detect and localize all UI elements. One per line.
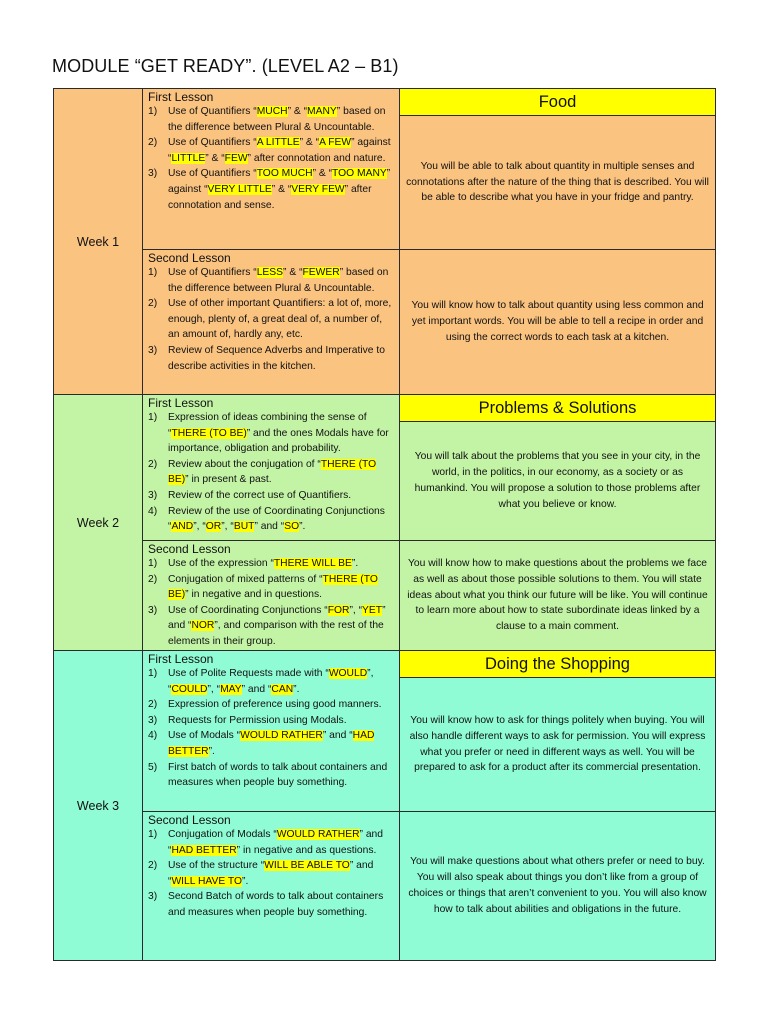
- highlighted-keyword: MUCH: [256, 106, 288, 117]
- highlighted-keyword: VERY LITTLE: [207, 183, 272, 195]
- highlighted-keyword: BUT: [233, 521, 255, 533]
- item-text: Use of Quantifiers “MUCH” & “MANY” based on the difference between Plural & Uncountable.: [168, 106, 386, 133]
- topic-heading: Food: [400, 89, 716, 116]
- highlighted-keyword: YET: [362, 604, 383, 616]
- highlighted-keyword: HAD BETTER: [168, 730, 375, 757]
- item-text: Conjugation of mixed patterns of “THERE (TO BE)” in negative and in questions.: [168, 573, 378, 601]
- item-text: Use of the expression “THERE WILL BE”.: [168, 558, 359, 569]
- item-text: Use of the structure “WILL BE ABLE TO” and “WILL HAVE TO”.: [168, 860, 374, 887]
- lesson-row: [54, 541, 716, 651]
- lesson-description: You will know how to make questions about the problems we face as well as about those possible solutions to them. You will state ideas about what you think our future will be like. You will continue to learn more about how to state subordinate ideas linked by a clause to a main comment.: [407, 558, 708, 633]
- highlighted-keyword: WILL HAVE TO: [171, 875, 243, 887]
- lesson-description-cell: [400, 250, 716, 395]
- highlighted-keyword: TOO MANY: [332, 168, 387, 180]
- item-number: 1): [148, 558, 158, 569]
- lesson-item: [148, 135, 395, 166]
- item-text: Review of the use of Coordinating Conjunctions “AND”, “OR”, “BUT” and “SO”.: [168, 505, 385, 533]
- lesson-description: You will be able to talk about quantity in multiple senses and connotations after the nature of the thing that is described. You will be able to describe what you have in your fridge and pantry.: [406, 160, 709, 204]
- highlighted-keyword: HAD BETTER: [171, 844, 237, 856]
- lesson-title: First Lesson: [148, 652, 214, 666]
- item-text: Expression of ideas combining the sense of “THERE (TO BE)” and the ones Modals have for importance, obligation and probability.: [168, 412, 389, 455]
- highlighted-keyword: A FEW: [319, 137, 352, 149]
- lesson-title: Second Lesson: [148, 251, 231, 265]
- highlighted-keyword: FOR: [327, 604, 350, 616]
- highlighted-keyword: WOULD: [328, 668, 368, 679]
- lesson-item-list: [148, 104, 395, 213]
- highlighted-keyword: FEWER: [302, 267, 340, 278]
- item-number: 2): [148, 298, 158, 310]
- item-number: 2): [148, 699, 158, 711]
- highlighted-keyword: SO: [284, 521, 300, 533]
- item-text: Review of Sequence Adverbs and Imperative to describe activities in the kitchen.: [168, 344, 385, 372]
- item-number: 4): [148, 730, 158, 742]
- item-number: 3): [148, 344, 158, 356]
- lesson-row: [54, 250, 716, 395]
- highlighted-keyword: THERE (TO BE): [168, 458, 377, 486]
- topic-heading: Problems & Solutions: [400, 395, 716, 422]
- highlighted-keyword: NOR: [191, 620, 215, 632]
- item-text: Review about the conjugation of “THERE (TO BE)” in present & past.: [168, 458, 377, 486]
- item-number: 1): [148, 668, 158, 679]
- lesson-item-list: [148, 410, 395, 535]
- lesson-title: First Lesson: [148, 90, 214, 104]
- item-number: 3): [148, 891, 158, 903]
- lesson-cell: [143, 89, 400, 250]
- lesson-item-list: [148, 666, 395, 791]
- lesson-item: [148, 666, 395, 697]
- item-number: 3): [148, 714, 158, 726]
- document-title: MODULE “GET READY”. (LEVEL A2 – B1): [52, 56, 399, 76]
- lesson-description-cell: [400, 812, 716, 961]
- lesson-row: [54, 812, 716, 961]
- highlighted-keyword: LESS: [256, 267, 284, 278]
- week-row: [54, 651, 716, 678]
- item-number: 1): [148, 412, 158, 423]
- lesson-item: [148, 104, 395, 135]
- lesson-description-cell: [400, 422, 716, 541]
- item-text: Review of the correct use of Quantifiers.: [168, 489, 352, 501]
- item-number: 1): [148, 829, 158, 840]
- lesson-item: [148, 889, 395, 920]
- week-label: Week 2: [54, 395, 143, 651]
- lesson-item-list: [148, 556, 395, 650]
- item-number: 2): [148, 137, 158, 149]
- item-text: Requests for Permission using Modals.: [168, 714, 347, 726]
- highlighted-keyword: AND: [171, 521, 194, 533]
- lesson-description: You will know how to ask for things politely when buying. You will also handle different ways to ask for permission. You will express what you prefer or need in different ways as well. You will be prepared to ask for a product after its commercial presentation.: [409, 714, 706, 774]
- highlighted-keyword: COULD: [171, 683, 208, 695]
- week-row: [54, 395, 716, 422]
- highlighted-keyword: MANY: [307, 106, 337, 117]
- lesson-cell: [143, 250, 400, 395]
- lesson-description-cell: [400, 678, 716, 812]
- highlighted-keyword: THERE WILL BE: [273, 558, 352, 569]
- lesson-item: [148, 760, 395, 791]
- item-number: 3): [148, 168, 158, 180]
- highlighted-keyword: THERE (TO BE): [168, 573, 378, 601]
- lesson-cell: [143, 812, 400, 961]
- highlighted-keyword: CAN: [271, 683, 294, 695]
- item-text: Use of Modals “WOULD RATHER” and “HAD BETTER”.: [168, 730, 375, 757]
- lesson-title: Second Lesson: [148, 813, 231, 827]
- lesson-item: [148, 457, 395, 488]
- lesson-item: [148, 410, 395, 457]
- lesson-description: You will make questions about what others prefer or need to buy. You will also speak about things you don’t like from a group of choices or things that aren’t convenient to you. You will also know how to talk about abilities and obligations in the future.: [408, 856, 707, 915]
- lesson-item: [148, 713, 395, 729]
- item-number: 2): [148, 573, 158, 585]
- highlighted-keyword: WOULD RATHER: [276, 829, 360, 840]
- item-number: 2): [148, 860, 158, 872]
- lesson-item: [148, 697, 395, 713]
- lesson-item-list: [148, 265, 395, 374]
- item-text: Use of other important Quantifiers: a lot of, more, enough, plenty of, a great deal of, a number of, an amount of, hardly any, etc.: [168, 298, 392, 341]
- lesson-item: [148, 858, 395, 889]
- highlighted-keyword: FEW: [224, 152, 248, 164]
- lesson-item: [148, 296, 395, 343]
- item-number: 4): [148, 505, 158, 517]
- item-text: Use of Quantifiers “A LITTLE” & “A FEW” against “LITTLE” & “FEW” after connotation and nature.: [168, 137, 391, 164]
- lesson-item: [148, 265, 395, 296]
- topic-heading: Doing the Shopping: [400, 651, 716, 678]
- module-table: [53, 88, 716, 961]
- item-text: Conjugation of Modals “WOULD RATHER” and “HAD BETTER” in negative and as questions.: [168, 829, 384, 856]
- highlighted-keyword: LITTLE: [171, 152, 206, 164]
- lesson-item-list: [148, 827, 395, 921]
- lesson-item: [148, 603, 395, 650]
- item-number: 2): [148, 458, 158, 470]
- lesson-item: [148, 556, 395, 572]
- lesson-description-cell: [400, 116, 716, 250]
- item-number: 1): [148, 106, 158, 117]
- item-number: 1): [148, 267, 158, 278]
- highlighted-keyword: A LITTLE: [256, 137, 300, 149]
- highlighted-keyword: OR: [205, 521, 222, 533]
- lesson-item: [148, 504, 395, 535]
- highlighted-keyword: VERY FEW: [291, 183, 345, 195]
- item-text: Expression of preference using good manners.: [168, 699, 382, 711]
- highlighted-keyword: THERE (TO BE): [171, 427, 247, 439]
- item-text: First batch of words to talk about containers and measures when people buy something.: [168, 761, 388, 789]
- lesson-item: [148, 827, 395, 858]
- item-text: Use of Quantifiers “TOO MUCH” & “TOO MANY” against “VERY LITTLE” & “VERY FEW” after connotation and sense.: [168, 168, 391, 211]
- item-text: Use of Polite Requests made with “WOULD”, “COULD”, “MAY” and “CAN”.: [168, 668, 374, 695]
- highlighted-keyword: MAY: [220, 683, 242, 695]
- week-label: Week 3: [54, 651, 143, 961]
- item-text: Second Batch of words to talk about containers and measures when people buy something.: [168, 891, 384, 918]
- item-text: Use of Coordinating Conjunctions “FOR”, “YET” and “NOR”, and comparison with the rest of the elements in their group.: [168, 604, 386, 647]
- item-number: 3): [148, 489, 158, 501]
- lesson-item: [148, 488, 395, 504]
- lesson-item: [148, 343, 395, 374]
- item-text: Use of Quantifiers “LESS” & “FEWER” based on the difference between Plural & Uncountable.: [168, 267, 389, 294]
- item-number: 3): [148, 604, 158, 616]
- lesson-item: [148, 572, 395, 603]
- item-number: 5): [148, 761, 158, 773]
- lesson-item: [148, 166, 395, 213]
- lesson-cell: [143, 395, 400, 541]
- lesson-title: Second Lesson: [148, 542, 231, 556]
- lesson-description-cell: [400, 541, 716, 651]
- highlighted-keyword: WILL BE ABLE TO: [264, 860, 350, 872]
- lesson-description: You will talk about the problems that you see in your city, in the world, in the politics, in our economy, as a society or as humankind. You will propose a solution to those problems after what you believe or know.: [414, 451, 701, 510]
- lesson-cell: [143, 651, 400, 812]
- lesson-cell: [143, 541, 400, 651]
- week-row: [54, 89, 716, 116]
- highlighted-keyword: TOO MUCH: [256, 168, 313, 180]
- lesson-title: First Lesson: [148, 396, 214, 410]
- lesson-description: You will know how to talk about quantity using less common and yet important words. You will be able to tell a recipe in order and using the correct words to each task at a kitchen.: [411, 300, 704, 343]
- lesson-item: [148, 728, 395, 759]
- week-label: Week 1: [54, 89, 143, 395]
- highlighted-keyword: WOULD RATHER: [240, 730, 323, 742]
